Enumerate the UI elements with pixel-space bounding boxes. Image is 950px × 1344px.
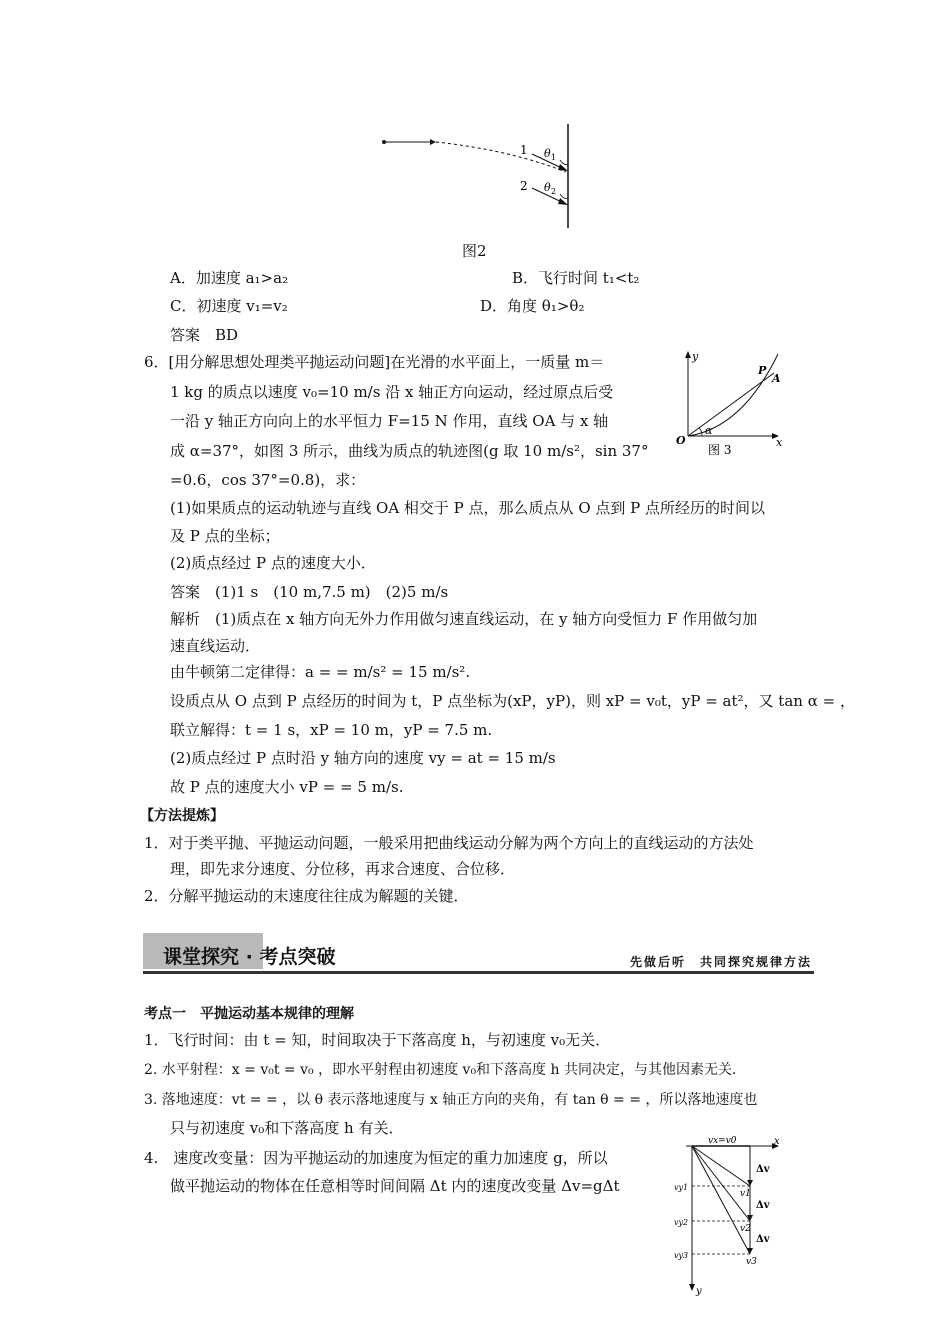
label-v3: v3 — [746, 1257, 757, 1267]
answer-5: 答案 BD — [170, 326, 239, 344]
topic-1-item-4a: 4. 速度改变量：因为平抛运动的加速度为恒定的重力加速度 g，所以 — [144, 1149, 608, 1167]
figure-3-diagram — [672, 348, 792, 458]
topic-1-item-1: 1．飞行时间：由 t = 知，时间取决于下落高度 h，与初速度 v₀无关． — [144, 1031, 611, 1049]
topic-1-item-3a: 3. 落地速度：vt = = ，以 θ 表示落地速度与 x 轴正方向的夹角，有 tan θ = = ，所以落地速度也 — [144, 1092, 758, 1108]
theta-2-sub: 2 — [551, 187, 557, 196]
option-c: C．初速度 v₁=v₂ — [170, 297, 288, 315]
alpha-arc — [699, 428, 702, 436]
label-vy3: vy3 — [674, 1251, 689, 1260]
figure-2-diagram — [370, 120, 590, 230]
label-a: A — [772, 372, 781, 385]
q6-line-4: 成 α=37°，如图 3 所示，曲线为质点的轨迹图(g 取 10 m/s²，sin 37° — [170, 442, 649, 460]
banner-title: 课堂探究 · 考点突破 — [163, 946, 336, 968]
arrow-2-head — [558, 198, 568, 205]
label-alpha: α — [705, 424, 713, 437]
v1-vector — [692, 1146, 750, 1186]
q6-line-5: =0.6，cos 37°=0.8)，求： — [170, 471, 366, 489]
label-dv-1: Δv — [756, 1164, 770, 1175]
q6-line-1: 6．[用分解思想处理类平抛运动问题]在光滑的水平面上，一质量 m＝ — [144, 353, 605, 371]
q6-line-8: (2)质点经过 P 点的速度大小． — [170, 554, 376, 572]
y-axis-arrow — [685, 351, 691, 358]
arrow-1-head — [558, 164, 568, 171]
answer-6: 答案 (1)1 s (10 m,7.5 m) (2)5 m/s — [170, 583, 449, 601]
topic-1-item-3b: 只与初速度 v₀和下落高度 h 有关． — [170, 1119, 404, 1137]
label-v2: v2 — [740, 1224, 751, 1234]
topic-1-item-2: 2. 水平射程：x = v₀t = v₀ ，即水平射程由初速度 v₀和下落高度 h 共同决定，与其他因素无关． — [144, 1062, 746, 1078]
topic-1-item-4b: 做平抛运动的物体在任意相等时间间隔 Δt 内的速度改变量 Δv=gΔt — [170, 1177, 620, 1195]
y-axis-arrow — [689, 1284, 695, 1291]
solution-line-2: 速直线运动． — [170, 637, 261, 655]
figure-velocity-change-diagram — [674, 1134, 794, 1296]
solution-line-3: 由牛顿第二定律得：a = = m/s² = 15 m/s². — [170, 663, 471, 681]
label-x: x — [774, 1136, 780, 1147]
solution-line-4: 设质点从 O 点到 P 点经历的时间为 t，P 点坐标为(xP，yP)，则 xP = v₀t，yP = at²，又 tan α = ， — [170, 692, 855, 710]
solution-line-6: (2)质点经过 P 点时沿 y 轴方向的速度 vy = at = 15 m/s — [170, 749, 556, 767]
angle-arc-1 — [560, 160, 568, 165]
method-item-1a: 1．对于类平抛、平抛运动问题，一般采用把曲线运动分解为两个方向上的直线运动的方法处 — [144, 834, 754, 852]
method-title: 【方法提炼】 — [140, 808, 224, 824]
section-banner — [143, 933, 814, 977]
q6-line-2: 1 kg 的质点以速度 v₀=10 m/s 沿 x 轴正方向运动，经过原点后受 — [170, 383, 614, 401]
theta-2: θ — [544, 181, 551, 194]
label-dv-2: Δv — [756, 1200, 770, 1211]
figure-2-caption: 图2 — [462, 242, 487, 260]
q6-line-7: 及 P 点的坐标； — [170, 527, 280, 545]
q6-line-6: (1)如果质点的运动轨迹与直线 OA 相交于 P 点，那么质点从 O 点到 P 点所经历的时间以 — [170, 499, 766, 517]
option-b: B．飞行时间 t₁<t₂ — [512, 269, 640, 287]
label-v1: v1 — [740, 1189, 751, 1199]
v2-vector — [692, 1146, 750, 1221]
method-item-1b: 理，即先求分速度、分位移，再求合速度、合位移． — [170, 860, 516, 878]
theta-1: θ — [544, 147, 551, 160]
angle-arc-2 — [560, 194, 568, 199]
banner-rule — [143, 971, 814, 974]
label-vy1: vy1 — [674, 1183, 689, 1192]
method-item-2: 2．分解平抛运动的末速度往往成为解题的关键． — [144, 887, 469, 905]
v3-vector — [692, 1146, 750, 1254]
solution-line-5: 联立解得：t = 1 s，xP = 10 m，yP = 7.5 m. — [170, 721, 493, 739]
solution-line-1: 解析 (1)质点在 x 轴方向无外力作用做匀速直线运动，在 y 轴方向受恒力 F 作用做匀加 — [170, 610, 758, 628]
topic-1-title: 考点一 平抛运动基本规律的理解 — [144, 1006, 354, 1022]
figure-3-caption: 图 3 — [708, 443, 732, 457]
label-p: P — [758, 364, 767, 377]
label-y: y — [696, 1286, 702, 1296]
initial-velocity-arrowhead — [430, 139, 436, 145]
label-o: O — [676, 434, 686, 447]
label-vy2: vy2 — [674, 1218, 689, 1227]
label-vx-v0: vx=v0 — [708, 1136, 737, 1146]
label-1: 1 — [520, 143, 528, 157]
label-dv-3: Δv — [756, 1234, 770, 1245]
q6-line-3: 一沿 y 轴正方向向上的水平恒力 F=15 N 作用，直线 OA 与 x 轴 — [170, 412, 609, 430]
theta-1-sub: 1 — [551, 153, 557, 162]
line-oa — [688, 373, 774, 436]
option-a: A．加速度 a₁>a₂ — [170, 269, 289, 287]
option-d: D．角度 θ₁>θ₂ — [480, 297, 585, 315]
solution-line-7: 故 P 点的速度大小 vP = = 5 m/s. — [170, 778, 404, 796]
label-2: 2 — [520, 179, 528, 193]
banner-subtitle: 先做后听 共同探究规律方法 — [629, 955, 812, 969]
label-y: y — [692, 350, 699, 363]
label-x: x — [776, 436, 783, 449]
